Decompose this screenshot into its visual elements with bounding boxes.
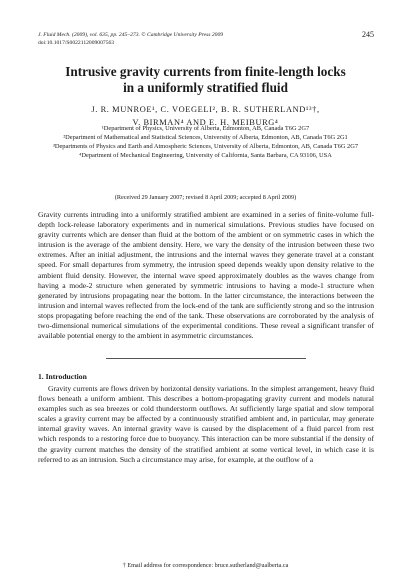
authors-line-1: J. R. MUNROE¹, C. VOEGELI², B. R. SUTHERLAND¹³†, bbox=[91, 105, 320, 114]
authors-line-2: V. BIRMAN⁴ AND E. H. MEIBURG⁴ bbox=[132, 118, 279, 127]
running-header bbox=[38, 31, 374, 47]
journal-citation: J. Fluid Mech. (2009), vol. 635, pp. 245–273. © Cambridge University Press 2009 bbox=[38, 32, 224, 38]
received-dates: (Received 29 January 2007; revised 8 April 2009; accepted 8 April 2009) bbox=[114, 194, 297, 201]
article-title bbox=[20, 64, 391, 96]
doi: doi:10.1017/S0022112009007563 bbox=[38, 40, 115, 46]
affiliation: ²Department of Mathematical and Statistical Sciences, University of Alberta, Edmonton, AB, Canada T6G 2G1 bbox=[63, 134, 348, 141]
introduction-text: Gravity currents are flows driven by horizontal density variations. In the simplest arrangement, heavy fluid flows beneath a uniform ambient. This describes a bottom-propagating gravity current and models natural examples such as sea breezes or cold thunderstorm outflows. At sufficiently large spatial and slow temporal scales a gravity current may be affected by a continuously stratified ambient and, in particular, may generate internal gravity waves. An internal gravity wave is caused by the displacement of a fluid parcel from rest which responds to a restoring force due to buoyancy. This interaction can be more substantial if the density of the gravity current matches the density of the stratified ambient at some vertical level, in which case it is referred to as an intrusion. Such a circumstance may arise, for example, at the outflow of a bbox=[38, 384, 374, 464]
page-number: 245 bbox=[362, 30, 374, 39]
divider bbox=[106, 358, 306, 359]
section-heading: 1. Introduction bbox=[38, 372, 87, 381]
affiliations bbox=[30, 125, 381, 161]
affiliation: ³Departments of Physics and Earth and Atmospheric Sciences, University of Alberta, Edmonton, AB, Canada T6G 2G7 bbox=[52, 143, 359, 150]
title-line-1: Intrusive gravity currents from finite-length locks bbox=[65, 64, 346, 79]
abstract: Gravity currents intruding into a uniformly stratified ambient are examined in a series of finite-volume full-depth lock-release laboratory experiments and in numerical simulations. Previous studies have focused on gravity currents which are denser than fluid at the bottom of the ambient or on symmetric cases in which the intrusion is the average of the ambient density. Here, we vary the density of the intrusion between these two extremes. After an initial adjustment, the intrusions and the internal waves they generate travel at a constant speed. For small departures from symmetry, the intrusion speed depends weakly upon density relative to the ambient fluid density. However, the internal wave speed approximately doubles as the waves change from having a mode-2 structure when generated by symmetric intrusions to having a mode-1 structure when generated by intrusions propagating near the bottom. In the latter circumstance, the interactions between the intrusion and internal waves reflected from the lock-end of the tank are sufficiently strong and so the intrusion stops propagating before reaching the end of the tank. These observations are corroborated by the analysis of two-dimensional numerical simulations of the experimental conditions. These reveal a significant transfer of available potential energy to the ambient in asymmetric circumstances. bbox=[38, 210, 374, 341]
title-line-2: in a uniformly stratified fluid bbox=[123, 80, 288, 95]
affiliation: ⁴Department of Mechanical Engineering, University of California, Santa Barbara, CA 93106, USA bbox=[79, 152, 332, 159]
correspondence-footnote: † Email address for correspondence: bruce.sutherland@ualberta.ca bbox=[122, 562, 289, 569]
affiliation: ¹Department of Physics, University of Alberta, Edmonton, AB, Canada T6G 2G7 bbox=[101, 125, 310, 132]
